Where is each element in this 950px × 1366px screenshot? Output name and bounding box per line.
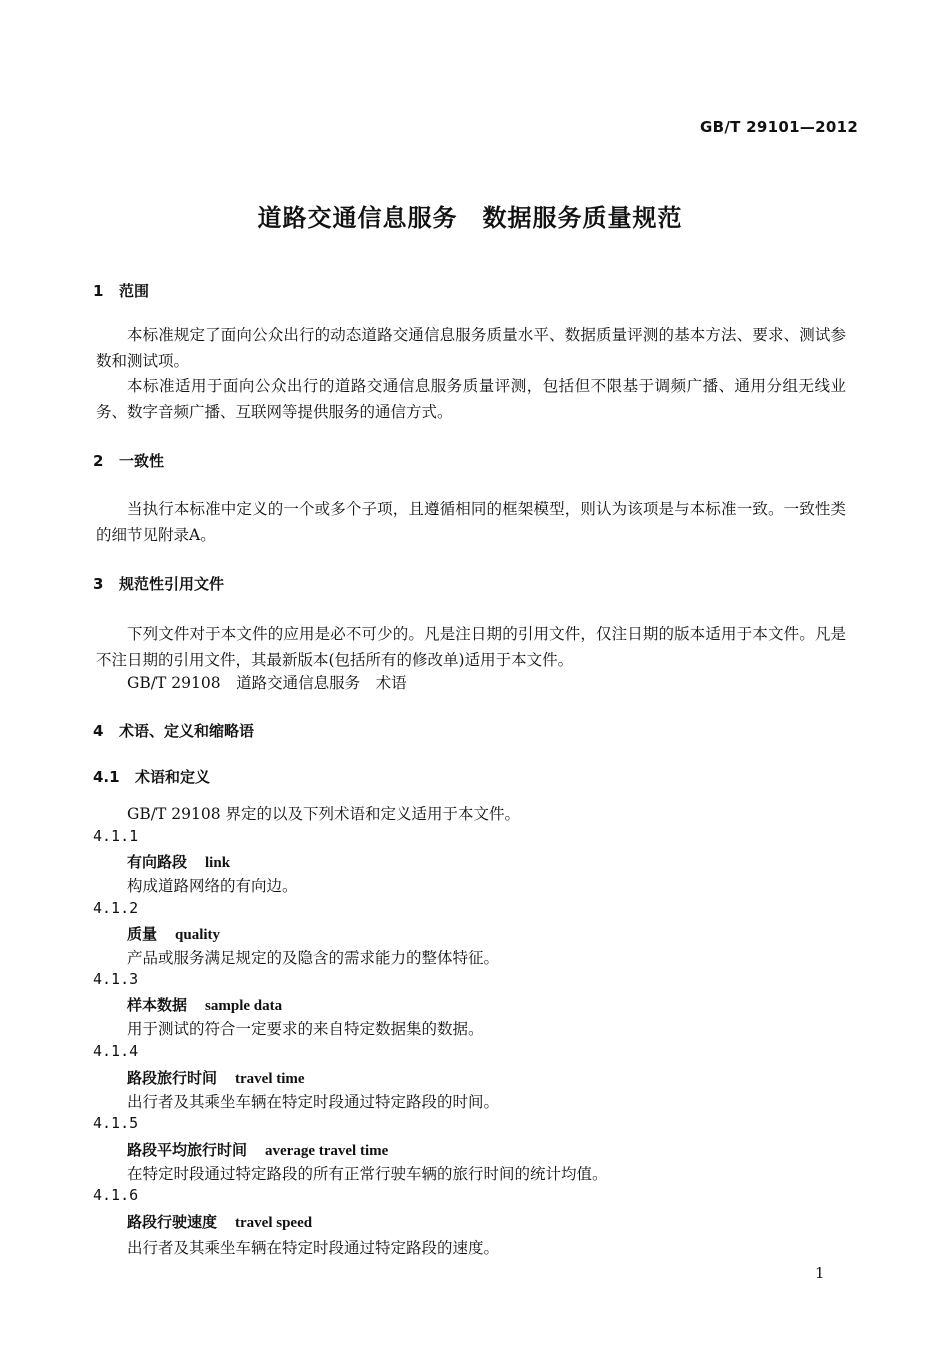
term-en: link — [205, 855, 231, 871]
section-number: 4.1 — [93, 768, 120, 786]
standard-code: GB/T 29101—2012 — [700, 118, 859, 136]
term-heading — [127, 851, 230, 872]
section-4-heading — [93, 720, 254, 741]
term-number: 4.1.3 — [93, 970, 139, 988]
section-4-1-heading — [93, 766, 210, 787]
term-number: 4.1.2 — [93, 899, 139, 917]
term-definition: 产品或服务满足规定的及隐含的需求能力的整体特征。 — [127, 949, 500, 967]
term-heading — [127, 1139, 388, 1160]
term-zh: 路段行驶速度 — [127, 1213, 218, 1231]
section-1-paragraph-1: 本标准规定了面向公众出行的动态道路交通信息服务质量水平、数据质量评测的基本方法、要求、测试参数和测试项。 — [96, 326, 846, 370]
section-1-heading — [93, 280, 149, 301]
term-en: sample data — [205, 998, 283, 1014]
term-number: 4.1.1 — [93, 827, 139, 845]
term-en: travel speed — [235, 1215, 313, 1231]
section-number: 1 — [93, 282, 104, 300]
term-en: travel time — [235, 1071, 305, 1087]
term-en: quality — [175, 927, 221, 943]
term-number: 4.1.5 — [93, 1114, 139, 1132]
term-zh: 有向路段 — [127, 853, 188, 871]
section-number: 3 — [93, 575, 104, 593]
term-definition: 出行者及其乘坐车辆在特定时段通过特定路段的速度。 — [127, 1239, 500, 1257]
section-title: 一致性 — [119, 452, 165, 470]
section-2-paragraph-1: 当执行本标准中定义的一个或多个子项，且遵循相同的框架模型，则认为该项是与本标准一致。一致性类的细节见附录A。 — [96, 500, 846, 544]
section-2-heading — [93, 450, 164, 471]
normative-reference: GB/T 29108 道路交通信息服务 术语 — [127, 674, 407, 692]
section-4-1-intro: GB/T 29108 界定的以及下列术语和定义适用于本文件。 — [127, 805, 520, 823]
term-zh: 路段旅行时间 — [127, 1069, 218, 1087]
term-heading — [127, 923, 220, 944]
term-number: 4.1.6 — [93, 1186, 139, 1204]
term-number: 4.1.4 — [93, 1042, 139, 1060]
section-1-paragraph-2: 本标准适用于面向公众出行的道路交通信息服务质量评测，包括但不限基于调频广播、通用分组无线业务、数字音频广播、互联网等提供服务的通信方式。 — [96, 377, 846, 421]
term-zh: 样本数据 — [127, 996, 188, 1014]
term-heading — [127, 1211, 312, 1232]
section-3-paragraph-1: 下列文件对于本文件的应用是必不可少的。凡是注日期的引用文件，仅注日期的版本适用于本文件。凡是不注日期的引用文件，其最新版本(包括所有的修改单)适用于本文件。 — [96, 625, 846, 669]
term-zh: 路段平均旅行时间 — [127, 1141, 248, 1159]
section-number: 4 — [93, 722, 104, 740]
term-definition: 构成道路网络的有向边。 — [127, 877, 298, 895]
page-number: 1 — [815, 1264, 825, 1282]
term-heading — [127, 1067, 305, 1088]
document-title: 道路交通信息服务 数据服务质量规范 — [257, 204, 683, 232]
section-number: 2 — [93, 452, 104, 470]
section-title: 术语和定义 — [135, 768, 211, 786]
section-title: 术语、定义和缩略语 — [119, 722, 255, 740]
section-title: 规范性引用文件 — [119, 575, 225, 593]
term-heading — [127, 994, 282, 1015]
term-definition: 在特定时段通过特定路段的所有正常行驶车辆的旅行时间的统计均值。 — [127, 1165, 608, 1183]
section-3-heading — [93, 573, 224, 594]
term-definition: 出行者及其乘坐车辆在特定时段通过特定路段的时间。 — [127, 1093, 500, 1111]
term-zh: 质量 — [127, 925, 158, 943]
section-title: 范围 — [119, 282, 150, 300]
term-en: average travel time — [265, 1143, 389, 1159]
term-definition: 用于测试的符合一定要求的来自特定数据集的数据。 — [127, 1020, 484, 1038]
